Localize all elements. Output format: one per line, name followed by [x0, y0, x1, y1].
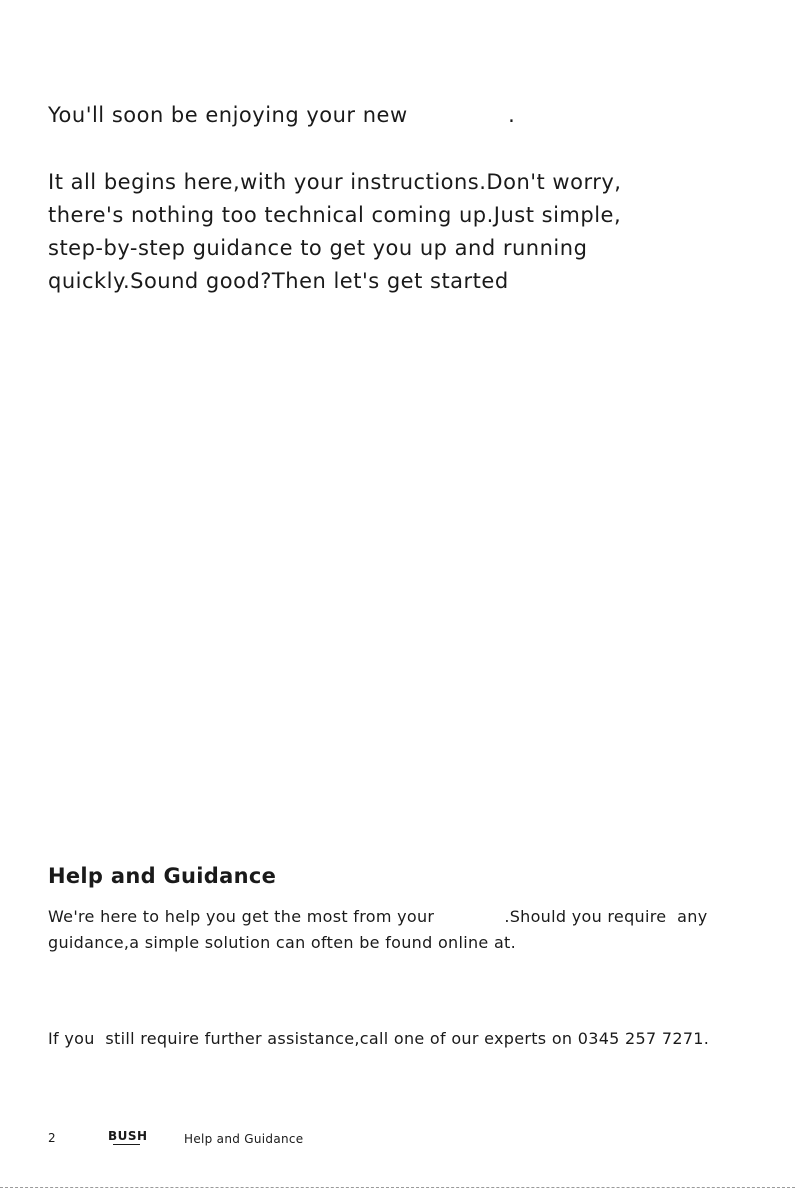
- intro-lead: You'll soon be enjoying your new .: [48, 103, 516, 127]
- intro-line: there's nothing too technical coming up.Just simple,: [48, 203, 622, 227]
- intro-body: [48, 166, 748, 298]
- page-bottom-rule: [0, 1187, 795, 1188]
- intro-line: It all begins here,with your instructions.Don't worry,: [48, 170, 622, 194]
- brand-logo-text: BUSH: [108, 1129, 148, 1143]
- intro-line: quickly.Sound good?Then let's get started: [48, 269, 509, 293]
- help-body: [48, 904, 768, 956]
- footer-section-title: Help and Guidance: [184, 1132, 304, 1146]
- logo-underline: [113, 1144, 140, 1145]
- help-line: We're here to help you get the most from your .Should you require any: [48, 907, 708, 926]
- intro-line: step-by-step guidance to get you up and running: [48, 236, 588, 260]
- page-number: 2: [48, 1131, 56, 1145]
- help-heading: Help and Guidance: [48, 864, 277, 888]
- help-line: guidance,a simple solution can often be found online at.: [48, 933, 517, 952]
- brand-logo: [108, 1129, 148, 1143]
- assistance-text: If you still require further assistance,call one of our experts on 0345 257 7271.: [48, 1029, 710, 1048]
